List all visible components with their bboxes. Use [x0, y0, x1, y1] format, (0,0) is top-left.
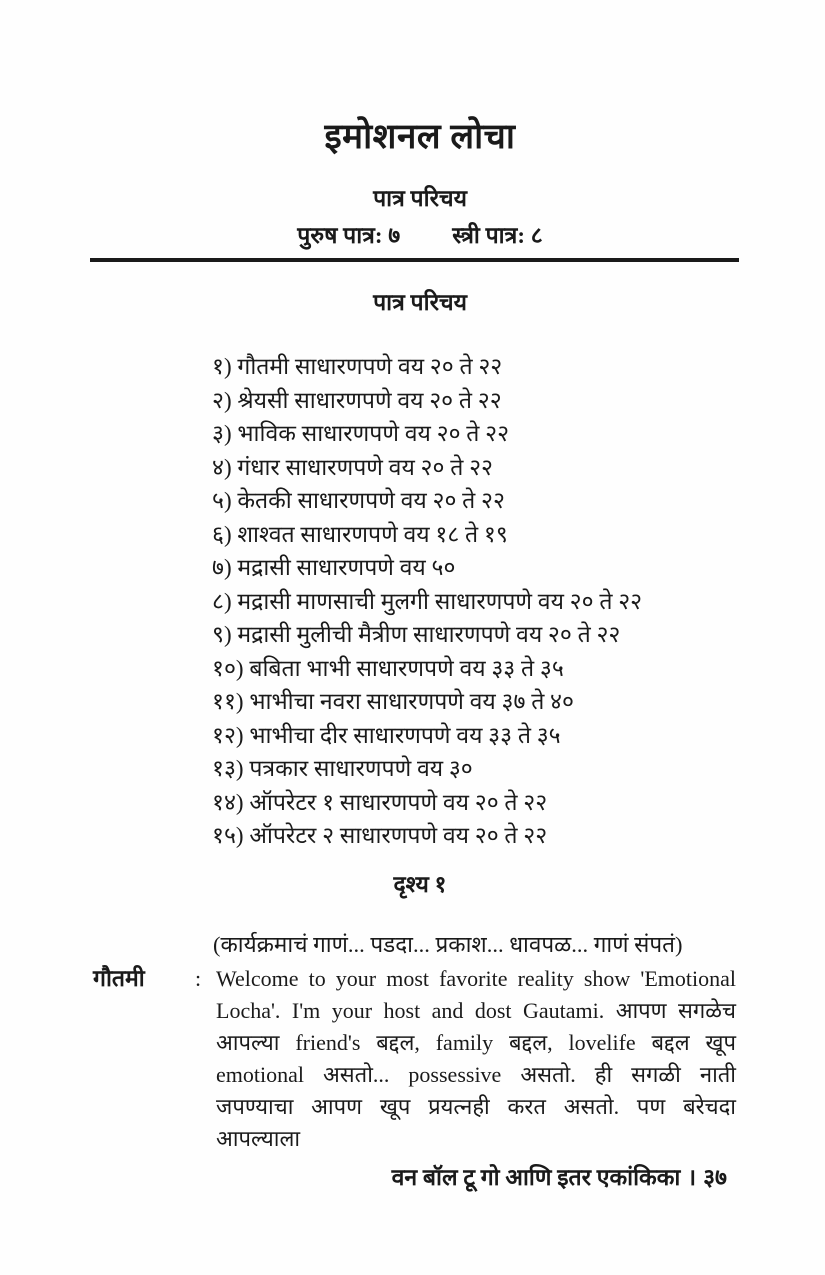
dialogue-speech [216, 963, 736, 1155]
cast-list-item: ११) भाभीचा नवरा साधारणपणे वय ३७ ते ४० [212, 689, 574, 714]
dialogue-line: emotional असतो... possessive असतो. ही सगळी नाती [216, 1062, 736, 1087]
dialogue-line: आपल्या friend's बद्दल, family बद्दल, lovelife बद्दल खूप [216, 1030, 736, 1055]
male-cast-count: पुरुष पात्र: ७ [297, 223, 401, 248]
cast-list-item: ७) मद्रासी साधारणपणे वय ५० [212, 555, 456, 580]
cast-list-item: १) गौतमी साधारणपणे वय २० ते २२ [212, 354, 503, 379]
dialogue-block [93, 963, 736, 1155]
cast-list-item: ६) शाश्वत साधारणपणे वय १८ ते १९ [212, 521, 508, 547]
dialogue-colon: : [195, 966, 202, 991]
dialogue-line: जपण्याचा आपण खूप प्रयत्नही करत असतो. पण बरेचदा आपल्याला [216, 1094, 736, 1151]
cast-list-item: ९) मद्रासी मुलीची मैत्रीण साधारणपणे वय २० ते २२ [212, 622, 621, 647]
footer-page-number: ३७ [703, 1165, 727, 1190]
cast-list-item: ८) मद्रासी माणसाची मुलगी साधारणपणे वय २० ते २२ [212, 588, 643, 614]
female-cast-count: स्त्री पात्र: ८ [452, 223, 543, 248]
page-footer [90, 1160, 727, 1192]
cast-list-item: १०) बबिता भाभी साधारणपणे वय ३३ ते ३५ [212, 655, 564, 681]
footer-book-title: वन बॉल टू गो आणि इतर एकांकिका [391, 1165, 681, 1190]
cast-list [212, 350, 757, 853]
cast-list-item: ५) केतकी साधारणपणे वय २० ते २२ [212, 488, 505, 513]
footer-separator: । [687, 1165, 697, 1190]
cast-intro-subtitle: पात्र परिचय [373, 186, 467, 211]
dialogue-line: Locha'. I'm your host and dost Gautami. आपण सगळेच [216, 998, 736, 1023]
speaker-name: गौतमी [93, 966, 145, 991]
cast-list-item: १३) पत्रकार साधारणपणे वय ३० [212, 756, 473, 781]
cast-list-item: १५) ऑपरेटर २ साधारणपणे वय २० ते २२ [212, 823, 548, 848]
cast-list-item: ३) भाविक साधारणपणे वय २० ते २२ [212, 421, 510, 446]
stage-direction: (कार्यक्रमाचं गाणं... पडदा... प्रकाश... धावपळ... गाणं संपतं) [213, 932, 683, 957]
cast-list-item: १२) भाभीचा दीर साधारणपणे वय ३३ ते ३५ [212, 722, 561, 748]
scene-heading: दृश्य १ [393, 872, 447, 897]
cast-list-item: १४) ऑपरेटर १ साधारणपणे वय २० ते २२ [212, 789, 548, 815]
cast-count-line [90, 218, 750, 250]
dialogue-line: Welcome to your most favorite reality show 'Emotional [216, 966, 736, 991]
divider-rule [90, 258, 739, 262]
cast-list-item: ४) गंधार साधारणपणे वय २० ते २२ [212, 454, 493, 480]
page-title: इमोशनल लोचा [324, 117, 516, 156]
cast-list-item: २) श्रेयसी साधारणपणे वय २० ते २२ [212, 387, 502, 413]
cast-section-heading: पात्र परिचय [373, 290, 467, 315]
